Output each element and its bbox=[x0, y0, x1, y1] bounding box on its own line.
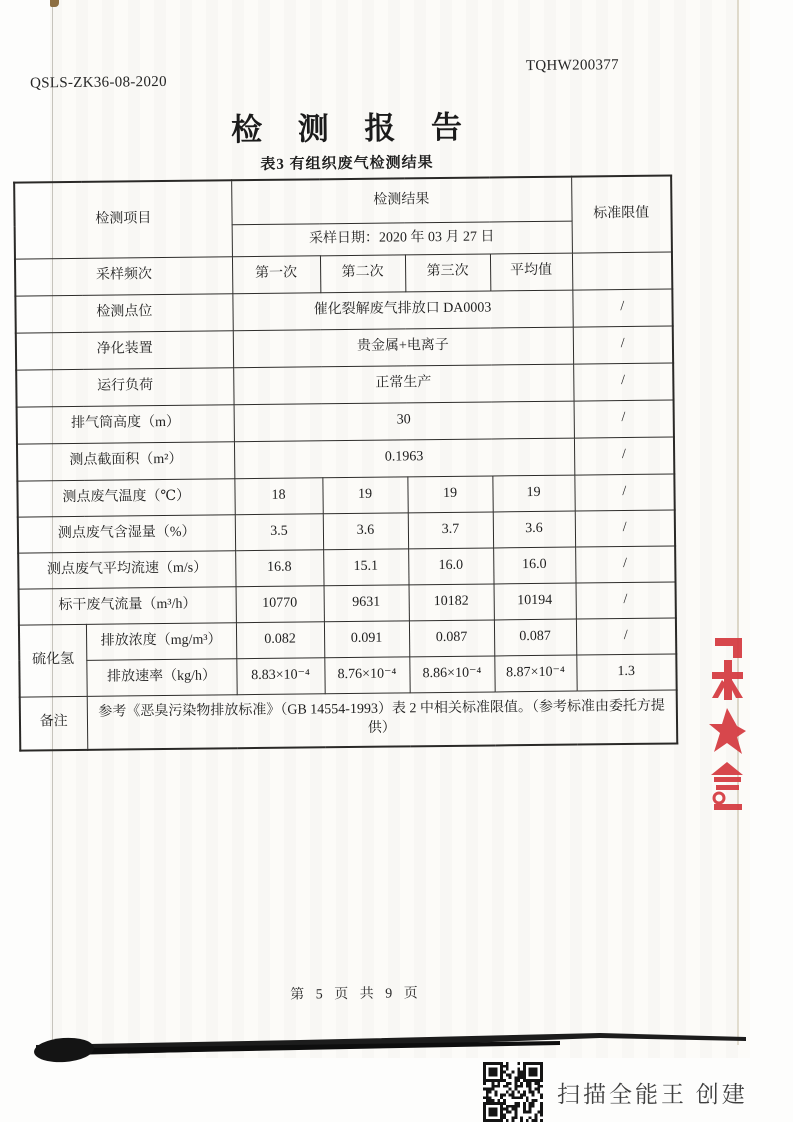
table-row bbox=[20, 689, 678, 750]
row-value: 18 bbox=[234, 477, 322, 514]
row-value: 19 bbox=[322, 476, 407, 513]
row-value: 10194 bbox=[494, 583, 576, 620]
row-label: 排放速率（kg/h） bbox=[86, 658, 236, 696]
row-value: 正常生产 bbox=[233, 364, 573, 405]
pollutant-name: 硫化氢 bbox=[19, 624, 87, 697]
row-value: 30 bbox=[234, 401, 574, 442]
row-value: 16.8 bbox=[235, 549, 323, 586]
frequency-label: 采样频次 bbox=[15, 256, 232, 295]
row-limit: / bbox=[573, 362, 673, 400]
row-label: 测点废气温度（℃） bbox=[17, 478, 234, 516]
row-value: 0.1963 bbox=[234, 438, 574, 479]
page-number: 第 5 页 共 9 页 bbox=[290, 986, 422, 1003]
row-value: 16.0 bbox=[408, 547, 493, 584]
row-value: 16.0 bbox=[493, 547, 575, 584]
row-value: 19 bbox=[492, 475, 574, 512]
row-value: 8.87×10⁻⁴ bbox=[494, 655, 576, 692]
row-value: 10182 bbox=[409, 583, 494, 620]
row-limit: / bbox=[576, 581, 676, 618]
header-limit: 标准限值 bbox=[571, 176, 672, 253]
row-value: 3.6 bbox=[323, 512, 408, 549]
run-header: 第一次 bbox=[232, 255, 320, 293]
row-limit: / bbox=[574, 399, 674, 437]
sampling-date: 采样日期：2020 年 03 月 27 日 bbox=[232, 221, 572, 257]
header-item: 检测项目 bbox=[14, 180, 232, 258]
row-limit: / bbox=[572, 289, 672, 327]
row-value: 0.082 bbox=[236, 621, 324, 658]
row-label: 排放浓度（mg/m³） bbox=[86, 622, 236, 660]
row-label: 净化装置 bbox=[16, 330, 233, 369]
remark-label: 备注 bbox=[20, 696, 88, 751]
row-label: 标干废气流量（m³/h） bbox=[19, 586, 236, 624]
scanner-watermark-text: 扫描全能王 创建 bbox=[557, 1082, 748, 1107]
page-title: 检 测 报 告 bbox=[230, 109, 477, 148]
row-label: 测点废气平均流速（m/s） bbox=[18, 550, 235, 588]
run-header: 第三次 bbox=[405, 253, 490, 291]
row-value: 15.1 bbox=[323, 548, 408, 585]
row-label: 运行负荷 bbox=[16, 367, 233, 406]
table-row bbox=[14, 176, 671, 227]
table-caption: 表3 有组织废气检测结果 bbox=[260, 155, 434, 173]
paper-fold-line bbox=[737, 0, 739, 1045]
row-value: 10770 bbox=[236, 585, 324, 622]
row-value: 19 bbox=[407, 475, 492, 512]
row-value: 3.7 bbox=[408, 511, 493, 548]
row-limit: / bbox=[576, 617, 676, 654]
empty-cell bbox=[572, 252, 672, 290]
row-label: 测点废气含湿量（%） bbox=[18, 514, 235, 552]
row-limit: / bbox=[573, 326, 673, 364]
report-number: TQHW200377 bbox=[525, 57, 619, 75]
row-value: 0.091 bbox=[324, 620, 409, 657]
row-limit: / bbox=[575, 509, 675, 546]
row-value: 8.76×10⁻⁴ bbox=[324, 656, 409, 693]
row-label: 检测点位 bbox=[15, 293, 232, 332]
row-limit: 1.3 bbox=[576, 653, 676, 690]
row-value: 催化裂解废气排放口 DA0003 bbox=[232, 290, 572, 331]
document-code: QSLS-ZK36-08-2020 bbox=[29, 73, 167, 92]
row-limit: / bbox=[574, 436, 674, 474]
scanner-watermark bbox=[483, 1062, 783, 1122]
row-label: 排气筒高度（m） bbox=[17, 404, 234, 443]
row-value: 8.83×10⁻⁴ bbox=[236, 657, 324, 694]
row-label: 测点截面积（m²） bbox=[17, 441, 234, 480]
remark-text: 参考《恶臭污染物排放标准》（GB 14554-1993）表 2 中相关标准限值。（参考标准由委托方提供） bbox=[87, 689, 678, 749]
run-header: 第二次 bbox=[320, 254, 405, 292]
results-table bbox=[13, 174, 678, 751]
row-value: 8.86×10⁻⁴ bbox=[409, 655, 494, 692]
row-limit: / bbox=[575, 545, 675, 582]
row-value: 9631 bbox=[324, 584, 409, 621]
row-value: 0.087 bbox=[409, 619, 494, 656]
row-value: 3.6 bbox=[493, 511, 575, 548]
run-header: 平均值 bbox=[490, 253, 572, 291]
header-result: 检测结果 bbox=[231, 177, 571, 225]
qr-code-icon bbox=[483, 1062, 543, 1122]
row-limit: / bbox=[574, 473, 674, 510]
row-value: 3.5 bbox=[235, 513, 323, 550]
row-value: 0.087 bbox=[494, 619, 576, 656]
row-value: 贵金属+电离子 bbox=[233, 327, 573, 368]
